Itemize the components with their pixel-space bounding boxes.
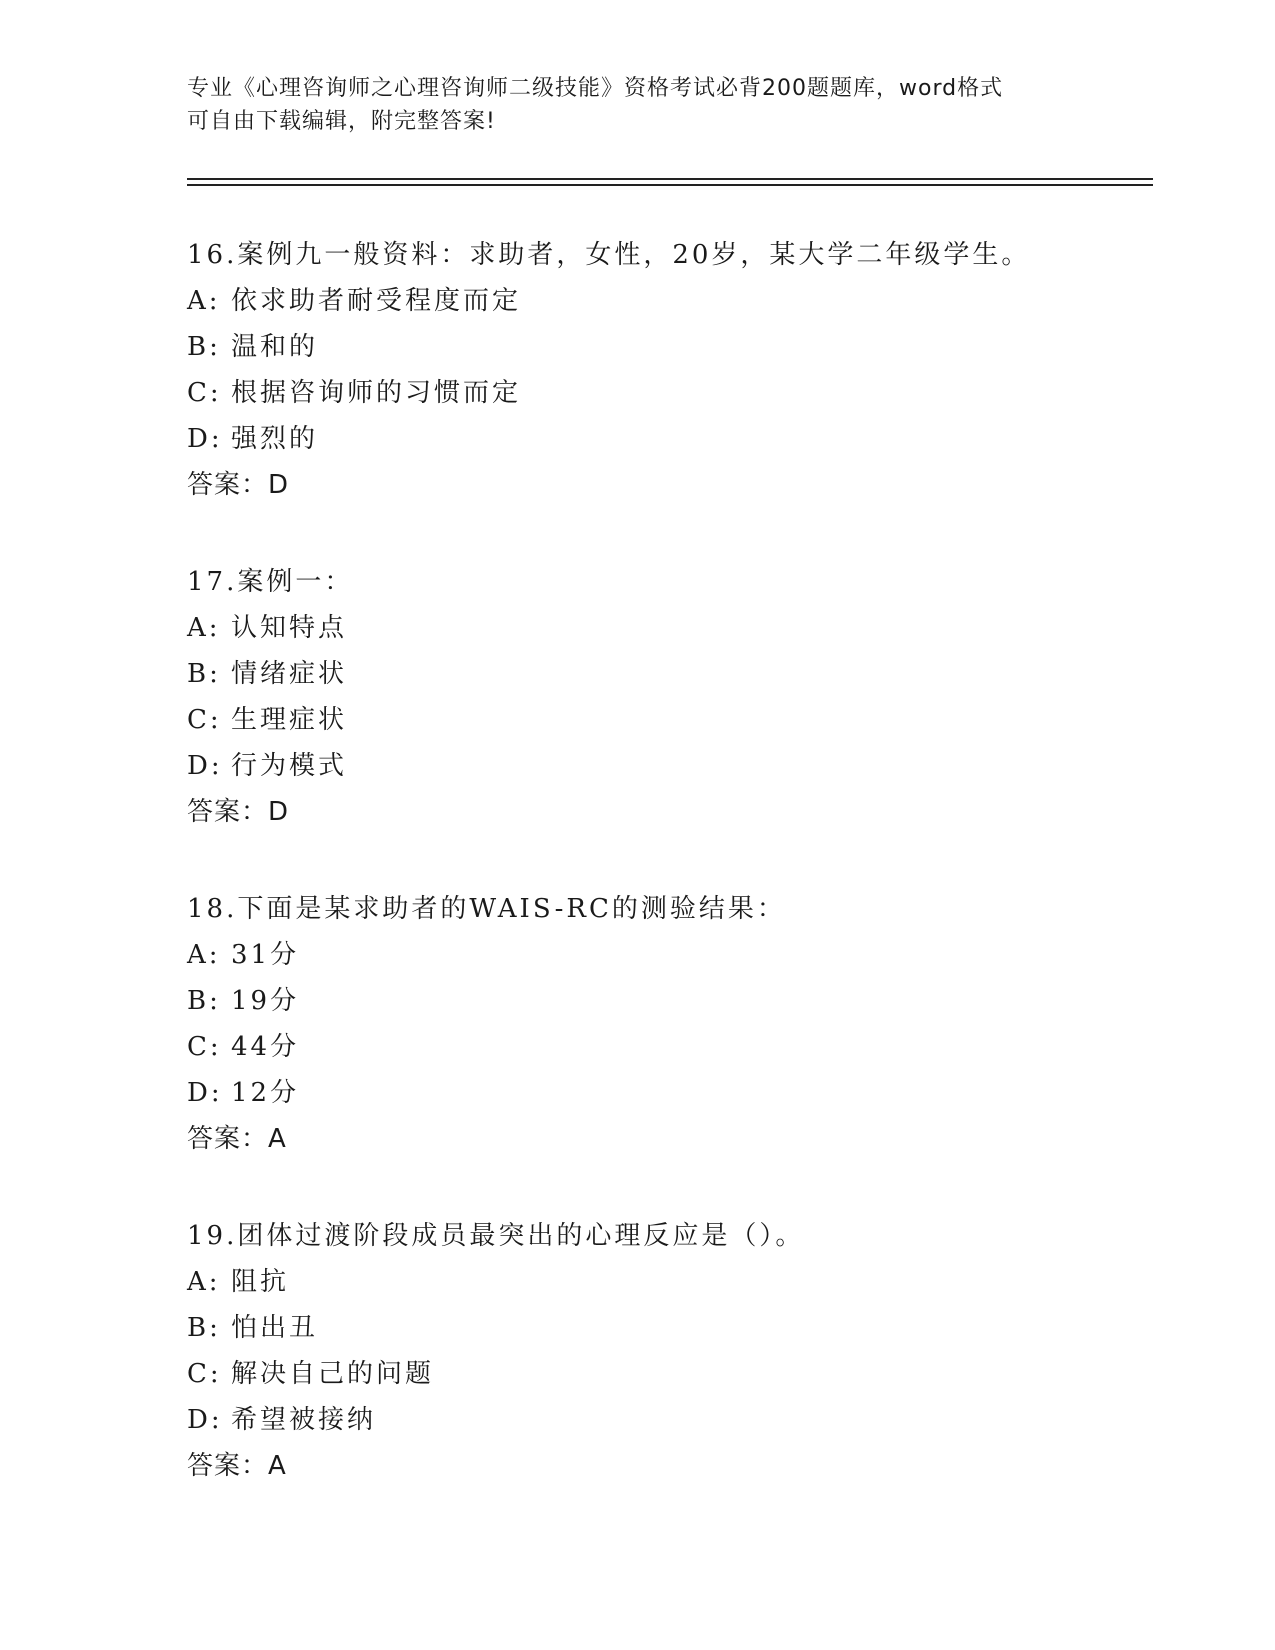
option-key: D: — [187, 751, 223, 781]
option-text: 依求助者耐受程度而定 — [231, 286, 522, 316]
option-a — [187, 1259, 1153, 1305]
option-key: A: — [187, 940, 221, 970]
option-text: 44分 — [231, 1032, 300, 1062]
option-text: 情绪症状 — [231, 659, 348, 689]
option-text: 生理症状 — [231, 705, 348, 735]
option-c — [187, 697, 1153, 743]
option-d — [187, 416, 1153, 462]
option-text: 强烈的 — [231, 424, 319, 454]
question-stem: 19.团体过渡阶段成员最突出的心理反应是（）。 — [187, 1221, 805, 1251]
answer-line: 答案：A — [187, 1124, 287, 1154]
header-rule-top — [187, 178, 1153, 180]
option-b — [187, 978, 1153, 1024]
option-key: D: — [187, 1078, 223, 1108]
header-rule-bottom — [187, 184, 1153, 186]
option-d — [187, 1397, 1153, 1443]
document-header — [187, 72, 1087, 138]
answer-line: 答案：D — [187, 470, 290, 500]
header-line-2: 可自由下载编辑，附完整答案! — [187, 109, 496, 134]
option-d — [187, 1070, 1153, 1116]
answer-line: 答案：D — [187, 797, 290, 827]
option-key: C: — [187, 1032, 222, 1062]
option-a — [187, 278, 1153, 324]
option-key: C: — [187, 705, 222, 735]
question-stem: 17.案例一： — [187, 567, 354, 597]
question-17 — [187, 559, 1153, 835]
option-key: A: — [187, 613, 221, 643]
option-b — [187, 1305, 1153, 1351]
option-key: D: — [187, 424, 223, 454]
option-b — [187, 651, 1153, 697]
option-text: 12分 — [231, 1078, 300, 1108]
option-text: 认知特点 — [231, 613, 348, 643]
option-text: 31分 — [231, 940, 300, 970]
question-list — [187, 232, 1153, 1540]
option-key: C: — [187, 1359, 222, 1389]
header-line-1: 专业《心理咨询师之心理咨询师二级技能》资格考试必背200题题库，word格式 — [187, 76, 1004, 101]
option-text: 根据咨询师的习惯而定 — [231, 378, 522, 408]
option-key: B: — [187, 332, 221, 362]
option-text: 阻抗 — [231, 1267, 290, 1297]
option-text: 温和的 — [231, 332, 319, 362]
option-b — [187, 324, 1153, 370]
option-key: B: — [187, 659, 221, 689]
option-c — [187, 370, 1153, 416]
option-c — [187, 1351, 1153, 1397]
option-a — [187, 932, 1153, 978]
option-key: A: — [187, 1267, 221, 1297]
option-key: D: — [187, 1405, 223, 1435]
option-c — [187, 1024, 1153, 1070]
option-text: 解决自己的问题 — [231, 1359, 435, 1389]
option-d — [187, 743, 1153, 789]
question-16 — [187, 232, 1153, 508]
option-text: 19分 — [231, 986, 300, 1016]
option-text: 行为模式 — [231, 751, 348, 781]
option-key: B: — [187, 986, 221, 1016]
option-key: B: — [187, 1313, 221, 1343]
option-key: C: — [187, 378, 222, 408]
question-stem: 18.下面是某求助者的WAIS-RC的测验结果： — [187, 894, 786, 924]
question-stem: 16.案例九一般资料：求助者，女性，20岁，某大学二年级学生。 — [187, 240, 1031, 270]
question-18 — [187, 886, 1153, 1162]
option-a — [187, 605, 1153, 651]
answer-line: 答案：A — [187, 1451, 287, 1481]
question-19 — [187, 1213, 1153, 1489]
option-text: 怕出丑 — [231, 1313, 319, 1343]
option-key: A: — [187, 286, 221, 316]
option-text: 希望被接纳 — [231, 1405, 377, 1435]
